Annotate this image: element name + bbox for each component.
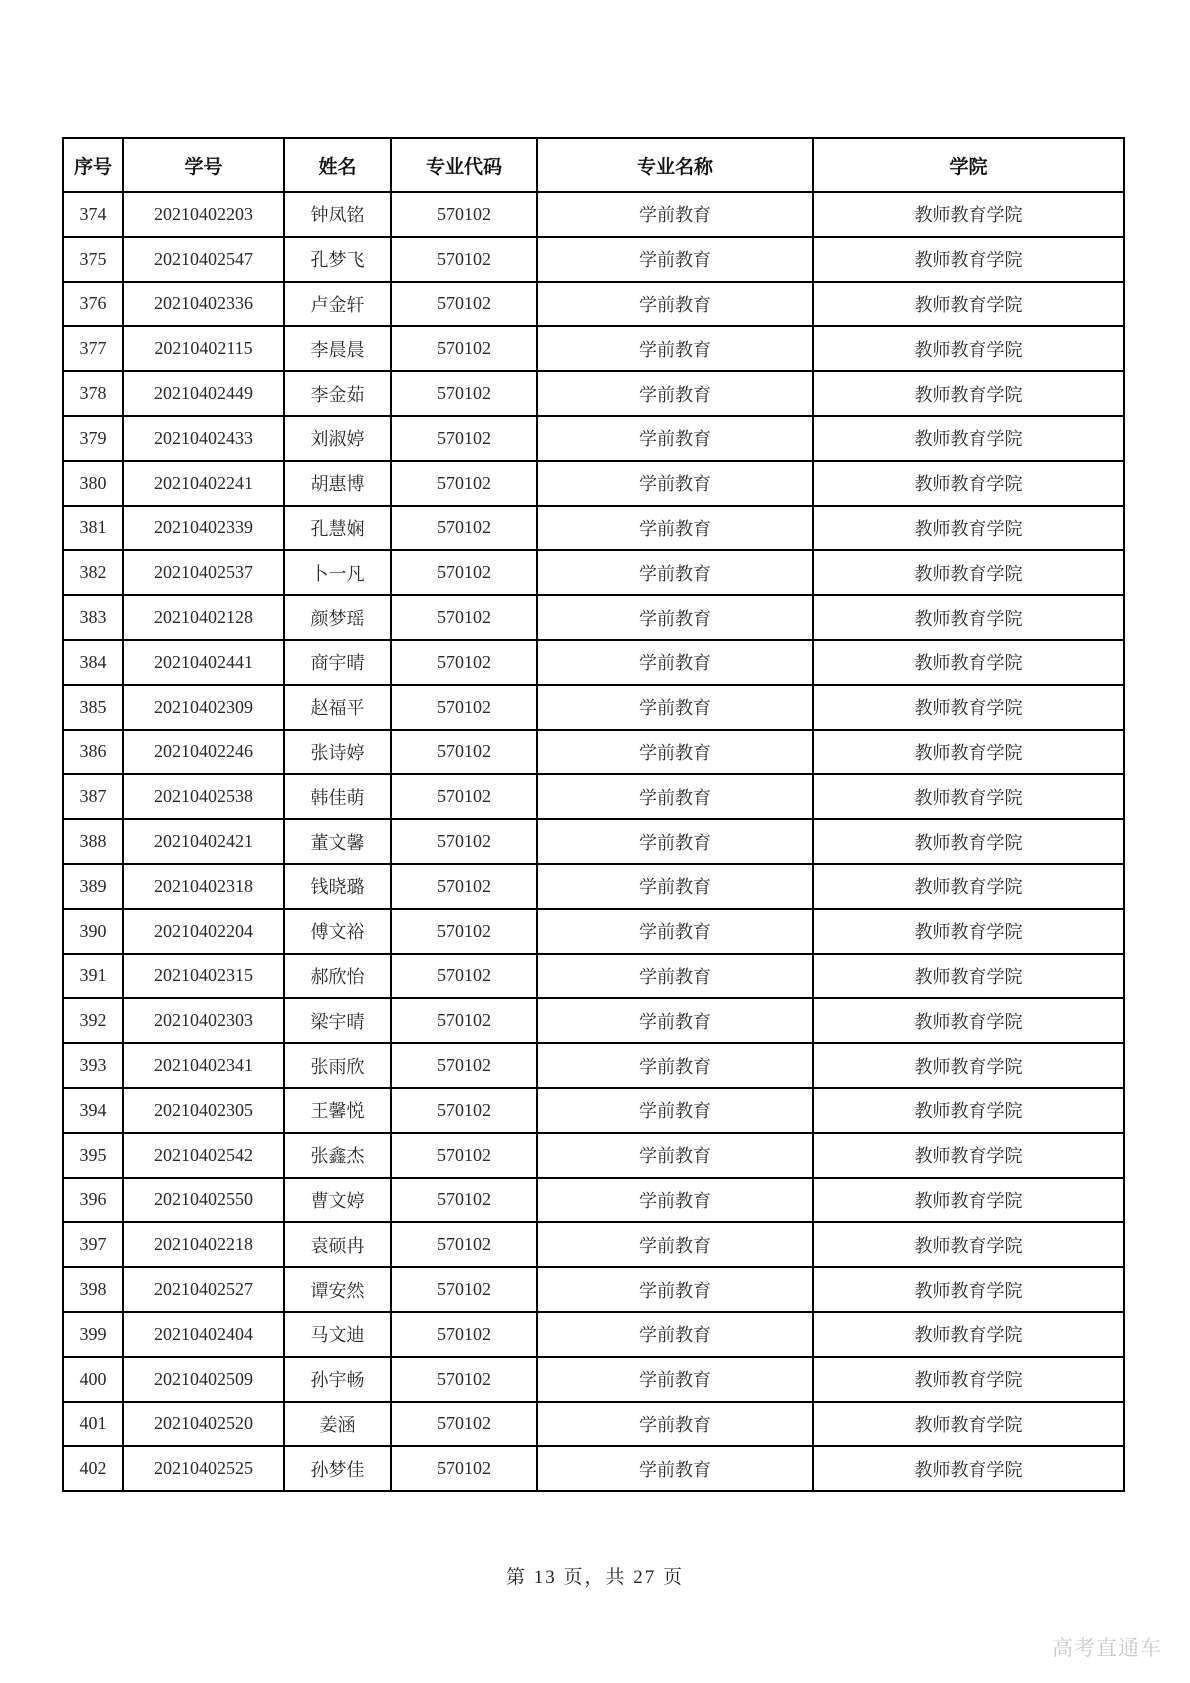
cell-name: 卜一凡 bbox=[284, 550, 391, 595]
cell-name: 胡惠博 bbox=[284, 461, 391, 506]
cell-college: 教师教育学院 bbox=[813, 998, 1124, 1043]
cell-major-name: 学前教育 bbox=[537, 371, 813, 416]
cell-major-code: 570102 bbox=[391, 998, 537, 1043]
cell-major-code: 570102 bbox=[391, 1357, 537, 1402]
cell-name: 袁硕冉 bbox=[284, 1222, 391, 1267]
cell-student-id: 20210402203 bbox=[123, 192, 284, 237]
cell-college: 教师教育学院 bbox=[813, 909, 1124, 954]
cell-college: 教师教育学院 bbox=[813, 1357, 1124, 1402]
cell-major-code: 570102 bbox=[391, 640, 537, 685]
cell-major-name: 学前教育 bbox=[537, 1446, 813, 1491]
cell-major-code: 570102 bbox=[391, 1088, 537, 1133]
table-row bbox=[63, 595, 1124, 640]
table-row bbox=[63, 954, 1124, 999]
cell-index: 389 bbox=[63, 864, 123, 909]
table-row bbox=[63, 237, 1124, 282]
cell-student-id: 20210402433 bbox=[123, 416, 284, 461]
cell-name: 郝欣怡 bbox=[284, 954, 391, 999]
cell-name: 张雨欣 bbox=[284, 1043, 391, 1088]
cell-student-id: 20210402441 bbox=[123, 640, 284, 685]
cell-college: 教师教育学院 bbox=[813, 192, 1124, 237]
cell-major-name: 学前教育 bbox=[537, 819, 813, 864]
cell-student-id: 20210402115 bbox=[123, 326, 284, 371]
cell-name: 钱晓璐 bbox=[284, 864, 391, 909]
cell-major-name: 学前教育 bbox=[537, 1043, 813, 1088]
cell-student-id: 20210402547 bbox=[123, 237, 284, 282]
cell-major-name: 学前教育 bbox=[537, 1222, 813, 1267]
table-row bbox=[63, 1357, 1124, 1402]
cell-major-name: 学前教育 bbox=[537, 1088, 813, 1133]
table-row bbox=[63, 1222, 1124, 1267]
cell-major-code: 570102 bbox=[391, 774, 537, 819]
cell-major-code: 570102 bbox=[391, 1043, 537, 1088]
cell-major-name: 学前教育 bbox=[537, 1133, 813, 1178]
cell-index: 379 bbox=[63, 416, 123, 461]
cell-college: 教师教育学院 bbox=[813, 640, 1124, 685]
table-row bbox=[63, 550, 1124, 595]
cell-major-code: 570102 bbox=[391, 954, 537, 999]
table-row bbox=[63, 730, 1124, 775]
cell-major-name: 学前教育 bbox=[537, 550, 813, 595]
cell-index: 397 bbox=[63, 1222, 123, 1267]
cell-college: 教师教育学院 bbox=[813, 685, 1124, 730]
cell-major-name: 学前教育 bbox=[537, 461, 813, 506]
cell-student-id: 20210402246 bbox=[123, 730, 284, 775]
table-row bbox=[63, 998, 1124, 1043]
cell-college: 教师教育学院 bbox=[813, 461, 1124, 506]
cell-college: 教师教育学院 bbox=[813, 1043, 1124, 1088]
cell-index: 380 bbox=[63, 461, 123, 506]
column-header-student-id: 学号 bbox=[123, 138, 284, 192]
cell-index: 388 bbox=[63, 819, 123, 864]
cell-student-id: 20210402421 bbox=[123, 819, 284, 864]
column-header-index: 序号 bbox=[63, 138, 123, 192]
cell-index: 391 bbox=[63, 954, 123, 999]
cell-college: 教师教育学院 bbox=[813, 1178, 1124, 1223]
cell-college: 教师教育学院 bbox=[813, 1267, 1124, 1312]
table-body bbox=[63, 192, 1124, 1491]
cell-index: 400 bbox=[63, 1357, 123, 1402]
table-row bbox=[63, 909, 1124, 954]
cell-major-name: 学前教育 bbox=[537, 237, 813, 282]
cell-student-id: 20210402305 bbox=[123, 1088, 284, 1133]
cell-name: 韩佳萌 bbox=[284, 774, 391, 819]
cell-name: 赵福平 bbox=[284, 685, 391, 730]
cell-college: 教师教育学院 bbox=[813, 282, 1124, 327]
header-row bbox=[63, 138, 1124, 192]
cell-major-code: 570102 bbox=[391, 1267, 537, 1312]
cell-major-code: 570102 bbox=[391, 282, 537, 327]
cell-college: 教师教育学院 bbox=[813, 1312, 1124, 1357]
cell-index: 396 bbox=[63, 1178, 123, 1223]
cell-index: 377 bbox=[63, 326, 123, 371]
cell-student-id: 20210402336 bbox=[123, 282, 284, 327]
cell-name: 谭安然 bbox=[284, 1267, 391, 1312]
cell-major-name: 学前教育 bbox=[537, 595, 813, 640]
table-row bbox=[63, 1312, 1124, 1357]
cell-name: 孔慧娴 bbox=[284, 506, 391, 551]
cell-student-id: 20210402315 bbox=[123, 954, 284, 999]
cell-major-code: 570102 bbox=[391, 326, 537, 371]
cell-major-code: 570102 bbox=[391, 237, 537, 282]
cell-major-name: 学前教育 bbox=[537, 998, 813, 1043]
cell-college: 教师教育学院 bbox=[813, 506, 1124, 551]
cell-index: 384 bbox=[63, 640, 123, 685]
cell-student-id: 20210402309 bbox=[123, 685, 284, 730]
cell-name: 卢金轩 bbox=[284, 282, 391, 327]
cell-major-name: 学前教育 bbox=[537, 774, 813, 819]
cell-student-id: 20210402538 bbox=[123, 774, 284, 819]
table-row bbox=[63, 461, 1124, 506]
table-row bbox=[63, 685, 1124, 730]
table-header bbox=[63, 138, 1124, 192]
table-row bbox=[63, 1402, 1124, 1447]
table-row bbox=[63, 819, 1124, 864]
cell-student-id: 20210402542 bbox=[123, 1133, 284, 1178]
cell-name: 孔梦飞 bbox=[284, 237, 391, 282]
cell-college: 教师教育学院 bbox=[813, 416, 1124, 461]
cell-name: 商宇晴 bbox=[284, 640, 391, 685]
cell-index: 374 bbox=[63, 192, 123, 237]
cell-name: 梁宇晴 bbox=[284, 998, 391, 1043]
cell-index: 376 bbox=[63, 282, 123, 327]
table-row bbox=[63, 1267, 1124, 1312]
cell-major-code: 570102 bbox=[391, 550, 537, 595]
column-header-major-name: 专业名称 bbox=[537, 138, 813, 192]
cell-college: 教师教育学院 bbox=[813, 864, 1124, 909]
cell-college: 教师教育学院 bbox=[813, 550, 1124, 595]
cell-major-code: 570102 bbox=[391, 1133, 537, 1178]
table-row bbox=[63, 326, 1124, 371]
cell-major-code: 570102 bbox=[391, 1402, 537, 1447]
cell-major-code: 570102 bbox=[391, 909, 537, 954]
cell-student-id: 20210402318 bbox=[123, 864, 284, 909]
cell-index: 385 bbox=[63, 685, 123, 730]
cell-student-id: 20210402520 bbox=[123, 1402, 284, 1447]
cell-index: 398 bbox=[63, 1267, 123, 1312]
cell-name: 王馨悦 bbox=[284, 1088, 391, 1133]
cell-name: 刘淑婷 bbox=[284, 416, 391, 461]
cell-college: 教师教育学院 bbox=[813, 730, 1124, 775]
table-row bbox=[63, 1043, 1124, 1088]
cell-name: 姜涵 bbox=[284, 1402, 391, 1447]
cell-college: 教师教育学院 bbox=[813, 1446, 1124, 1491]
cell-student-id: 20210402449 bbox=[123, 371, 284, 416]
cell-college: 教师教育学院 bbox=[813, 1133, 1124, 1178]
cell-student-id: 20210402404 bbox=[123, 1312, 284, 1357]
cell-major-code: 570102 bbox=[391, 864, 537, 909]
cell-index: 375 bbox=[63, 237, 123, 282]
cell-student-id: 20210402550 bbox=[123, 1178, 284, 1223]
cell-major-name: 学前教育 bbox=[537, 1312, 813, 1357]
cell-name: 孙梦佳 bbox=[284, 1446, 391, 1491]
cell-major-code: 570102 bbox=[391, 461, 537, 506]
cell-major-name: 学前教育 bbox=[537, 416, 813, 461]
cell-major-name: 学前教育 bbox=[537, 326, 813, 371]
cell-name: 钟凤铭 bbox=[284, 192, 391, 237]
cell-name: 李晨晨 bbox=[284, 326, 391, 371]
cell-name: 颜梦瑶 bbox=[284, 595, 391, 640]
cell-index: 387 bbox=[63, 774, 123, 819]
table-row bbox=[63, 1088, 1124, 1133]
cell-college: 教师教育学院 bbox=[813, 774, 1124, 819]
cell-index: 393 bbox=[63, 1043, 123, 1088]
cell-index: 382 bbox=[63, 550, 123, 595]
cell-college: 教师教育学院 bbox=[813, 371, 1124, 416]
cell-college: 教师教育学院 bbox=[813, 237, 1124, 282]
cell-name: 曹文婷 bbox=[284, 1178, 391, 1223]
cell-index: 390 bbox=[63, 909, 123, 954]
cell-college: 教师教育学院 bbox=[813, 595, 1124, 640]
table-row bbox=[63, 371, 1124, 416]
cell-student-id: 20210402527 bbox=[123, 1267, 284, 1312]
cell-major-name: 学前教育 bbox=[537, 192, 813, 237]
cell-major-code: 570102 bbox=[391, 192, 537, 237]
cell-major-name: 学前教育 bbox=[537, 1178, 813, 1223]
cell-major-code: 570102 bbox=[391, 595, 537, 640]
table-row bbox=[63, 416, 1124, 461]
cell-index: 383 bbox=[63, 595, 123, 640]
cell-major-code: 570102 bbox=[391, 730, 537, 775]
cell-college: 教师教育学院 bbox=[813, 326, 1124, 371]
cell-college: 教师教育学院 bbox=[813, 1402, 1124, 1447]
cell-index: 401 bbox=[63, 1402, 123, 1447]
cell-name: 马文迪 bbox=[284, 1312, 391, 1357]
cell-major-name: 学前教育 bbox=[537, 282, 813, 327]
cell-major-name: 学前教育 bbox=[537, 730, 813, 775]
cell-index: 394 bbox=[63, 1088, 123, 1133]
table-row bbox=[63, 192, 1124, 237]
cell-major-code: 570102 bbox=[391, 1446, 537, 1491]
column-header-major-code: 专业代码 bbox=[391, 138, 537, 192]
cell-name: 李金茹 bbox=[284, 371, 391, 416]
cell-major-name: 学前教育 bbox=[537, 1267, 813, 1312]
cell-index: 399 bbox=[63, 1312, 123, 1357]
column-header-name: 姓名 bbox=[284, 138, 391, 192]
page-number-footer: 第 13 页，共 27 页 bbox=[505, 1567, 684, 1588]
cell-student-id: 20210402204 bbox=[123, 909, 284, 954]
cell-college: 教师教育学院 bbox=[813, 1222, 1124, 1267]
watermark-text: 高考直通车 bbox=[1052, 1637, 1162, 1660]
cell-major-code: 570102 bbox=[391, 371, 537, 416]
cell-major-name: 学前教育 bbox=[537, 1402, 813, 1447]
cell-student-id: 20210402525 bbox=[123, 1446, 284, 1491]
cell-student-id: 20210402509 bbox=[123, 1357, 284, 1402]
cell-name: 傅文裕 bbox=[284, 909, 391, 954]
cell-college: 教师教育学院 bbox=[813, 819, 1124, 864]
cell-index: 402 bbox=[63, 1446, 123, 1491]
cell-major-code: 570102 bbox=[391, 1178, 537, 1223]
cell-major-code: 570102 bbox=[391, 506, 537, 551]
cell-major-name: 学前教育 bbox=[537, 954, 813, 999]
table-row bbox=[63, 640, 1124, 685]
cell-major-name: 学前教育 bbox=[537, 685, 813, 730]
cell-major-code: 570102 bbox=[391, 819, 537, 864]
cell-index: 392 bbox=[63, 998, 123, 1043]
cell-major-name: 学前教育 bbox=[537, 909, 813, 954]
cell-index: 395 bbox=[63, 1133, 123, 1178]
table-row bbox=[63, 1446, 1124, 1491]
cell-major-name: 学前教育 bbox=[537, 640, 813, 685]
cell-student-id: 20210402339 bbox=[123, 506, 284, 551]
cell-major-code: 570102 bbox=[391, 1312, 537, 1357]
cell-student-id: 20210402241 bbox=[123, 461, 284, 506]
cell-student-id: 20210402303 bbox=[123, 998, 284, 1043]
table-row bbox=[63, 1178, 1124, 1223]
cell-name: 张鑫杰 bbox=[284, 1133, 391, 1178]
cell-major-code: 570102 bbox=[391, 1222, 537, 1267]
cell-major-name: 学前教育 bbox=[537, 864, 813, 909]
cell-college: 教师教育学院 bbox=[813, 1088, 1124, 1133]
table-row bbox=[63, 864, 1124, 909]
column-header-college: 学院 bbox=[813, 138, 1124, 192]
cell-index: 386 bbox=[63, 730, 123, 775]
cell-index: 381 bbox=[63, 506, 123, 551]
cell-student-id: 20210402537 bbox=[123, 550, 284, 595]
cell-student-id: 20210402341 bbox=[123, 1043, 284, 1088]
table-row bbox=[63, 1133, 1124, 1178]
cell-name: 张诗婷 bbox=[284, 730, 391, 775]
cell-major-name: 学前教育 bbox=[537, 1357, 813, 1402]
cell-student-id: 20210402218 bbox=[123, 1222, 284, 1267]
table-row bbox=[63, 506, 1124, 551]
cell-name: 董文馨 bbox=[284, 819, 391, 864]
cell-index: 378 bbox=[63, 371, 123, 416]
cell-major-name: 学前教育 bbox=[537, 506, 813, 551]
cell-major-code: 570102 bbox=[391, 416, 537, 461]
cell-student-id: 20210402128 bbox=[123, 595, 284, 640]
table-row bbox=[63, 282, 1124, 327]
student-roster-table bbox=[62, 137, 1125, 1492]
cell-college: 教师教育学院 bbox=[813, 954, 1124, 999]
cell-major-code: 570102 bbox=[391, 685, 537, 730]
table-row bbox=[63, 774, 1124, 819]
cell-name: 孙宇畅 bbox=[284, 1357, 391, 1402]
